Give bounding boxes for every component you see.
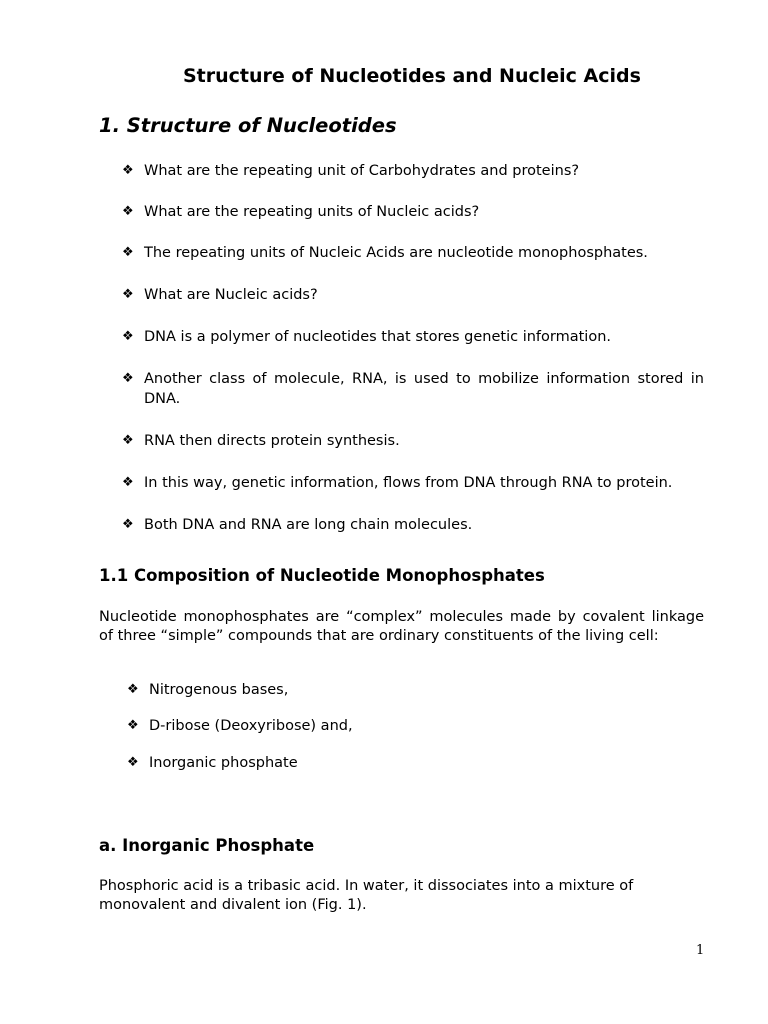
diamond-bullet-icon: ❖ — [122, 329, 134, 344]
phosphoric-acid-paragraph: Phosphoric acid is a tribasic acid. In water, it dissociates into a mixture of monovalent and divalent ion (Fig. 1). — [99, 878, 634, 913]
list-item — [122, 202, 704, 222]
list-item — [127, 753, 298, 773]
list-item-text: D-ribose (Deoxyribose) and, — [149, 718, 353, 734]
list-item — [122, 327, 704, 347]
section-heading-structure-of-nucleotides: 1. Structure of Nucleotides — [99, 114, 397, 137]
diamond-bullet-icon: ❖ — [122, 371, 134, 386]
list-item-text: RNA then directs protein synthesis. — [144, 433, 400, 449]
list-item — [122, 243, 704, 263]
list-item-text: In this way, genetic information, flows from DNA through RNA to protein. — [144, 475, 673, 491]
diamond-bullet-icon: ❖ — [122, 475, 134, 490]
diamond-bullet-icon: ❖ — [127, 682, 139, 697]
list-item — [122, 369, 704, 409]
diamond-bullet-icon: ❖ — [122, 287, 134, 302]
list-item — [127, 716, 353, 736]
list-item — [122, 431, 704, 451]
list-item-text: What are the repeating units of Nucleic acids? — [144, 204, 480, 220]
diamond-bullet-icon: ❖ — [122, 245, 134, 260]
list-item-text: Another class of molecule, RNA, is used to mobilize information stored in DNA. — [144, 371, 704, 407]
list-item — [122, 515, 704, 535]
page-number: 1 — [696, 943, 705, 958]
list-item-text: Nitrogenous bases, — [149, 682, 289, 698]
list-item-text: Inorganic phosphate — [149, 755, 298, 771]
diamond-bullet-icon: ❖ — [127, 718, 139, 733]
list-item — [122, 473, 704, 493]
diamond-bullet-icon: ❖ — [122, 204, 134, 219]
list-item — [122, 285, 704, 305]
list-item — [122, 161, 704, 181]
section-heading-composition: 1.1 Composition of Nucleotide Monophosphates — [99, 566, 545, 585]
list-item — [127, 680, 288, 700]
composition-paragraph: Nucleotide monophosphates are “complex” molecules made by covalent linkage of three “simple” compounds that are ordinary constituents of the living cell: — [99, 609, 704, 644]
list-item-text: Both DNA and RNA are long chain molecules. — [144, 517, 473, 533]
list-item-text: DNA is a polymer of nucleotides that stores genetic information. — [144, 329, 612, 345]
list-item-text: What are the repeating unit of Carbohydrates and proteins? — [144, 163, 580, 179]
list-item-text: The repeating units of Nucleic Acids are nucleotide monophosphates. — [144, 245, 648, 261]
list-item-text: What are Nucleic acids? — [144, 287, 318, 303]
diamond-bullet-icon: ❖ — [122, 517, 134, 532]
diamond-bullet-icon: ❖ — [122, 433, 134, 448]
document-title: Structure of Nucleotides and Nucleic Acids — [183, 65, 641, 87]
section-heading-inorganic-phosphate: a. Inorganic Phosphate — [99, 836, 315, 855]
diamond-bullet-icon: ❖ — [122, 163, 134, 178]
diamond-bullet-icon: ❖ — [127, 755, 139, 770]
